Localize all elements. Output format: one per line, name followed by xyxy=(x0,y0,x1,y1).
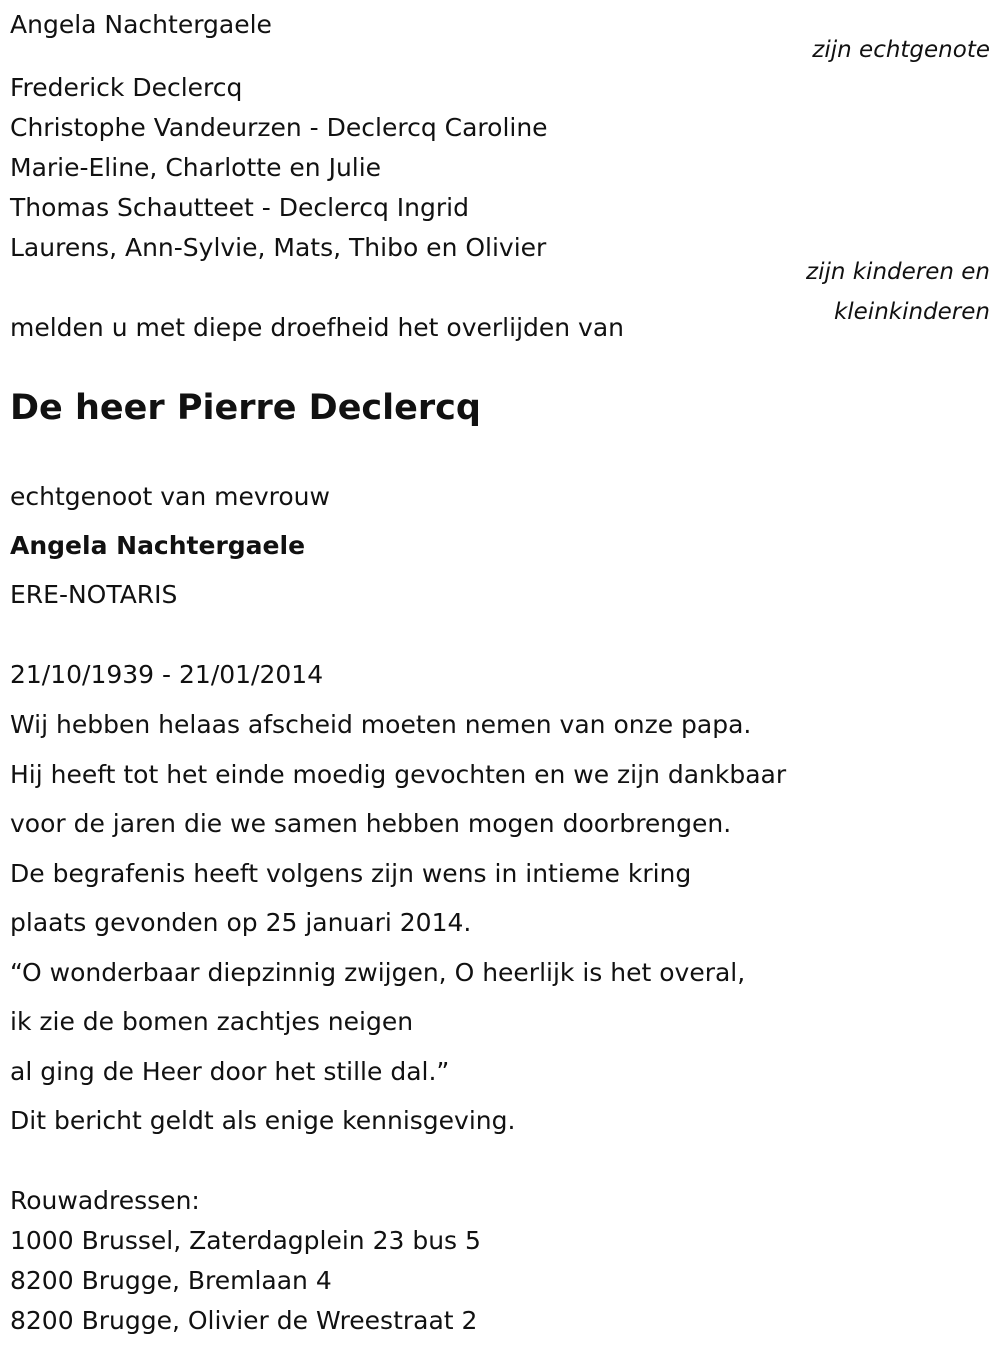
child-line: Marie-Eline, Charlotte en Julie xyxy=(10,153,382,182)
message-block xyxy=(10,700,786,1146)
child-line: Laurens, Ann-Sylvie, Mats, Thibo en Olivier xyxy=(10,233,547,262)
addresses-heading: Rouwadressen: xyxy=(10,1186,200,1215)
message-line: “O wonderbaar diepzinnig zwijgen, O heerlijk is het overal, xyxy=(10,957,746,987)
message-line: plaats gevonden op 25 januari 2014. xyxy=(10,908,472,937)
life-dates: 21/10/1939 - 21/01/2014 xyxy=(10,660,324,689)
children-role-line: zijn kinderen en xyxy=(806,259,990,285)
child-line: Thomas Schautteet - Declercq Ingrid xyxy=(10,193,469,222)
message-line: ik zie de bomen zachtjes neigen xyxy=(10,1007,414,1036)
message-line: voor de jaren die we samen hebben mogen doorbrengen. xyxy=(10,809,732,838)
addresses-block xyxy=(10,1181,481,1341)
children-role-line: kleinkinderen xyxy=(833,299,990,325)
spouse-role: zijn echtgenote xyxy=(812,37,990,63)
message-line: Dit bericht geldt als enige kennisgeving. xyxy=(10,1106,516,1135)
spouse-name: Angela Nachtergaele xyxy=(10,531,306,560)
address-line: 1000 Brussel, Zaterdagplein 23 bus 5 xyxy=(10,1226,481,1255)
address-line: 8200 Brugge, Olivier de Wreestraat 2 xyxy=(10,1306,478,1335)
address-line: 8200 Brugge, Bremlaan 4 xyxy=(10,1266,332,1295)
profession-title: ERE-NOTARIS xyxy=(10,580,178,609)
spouse-line: Angela Nachtergaele xyxy=(10,10,272,39)
message-line: Hij heeft tot het einde moedig gevochten en we zijn dankbaar xyxy=(10,759,787,789)
children-list xyxy=(10,68,548,268)
child-line: Christophe Vandeurzen - Declercq Caroline xyxy=(10,113,548,142)
deceased-name: De heer Pierre Declercq xyxy=(10,388,481,428)
announcement: melden u met diepe droefheid het overlijden van xyxy=(10,313,625,342)
spouse-intro: echtgenoot van mevrouw xyxy=(10,482,330,511)
message-line: De begrafenis heeft volgens zijn wens in intieme kring xyxy=(10,858,692,888)
message-line: Wij hebben helaas afscheid moeten nemen van onze papa. xyxy=(10,710,752,739)
message-line: al ging de Heer door het stille dal.” xyxy=(10,1056,450,1086)
children-role xyxy=(806,252,990,332)
child-line: Frederick Declercq xyxy=(10,73,243,102)
